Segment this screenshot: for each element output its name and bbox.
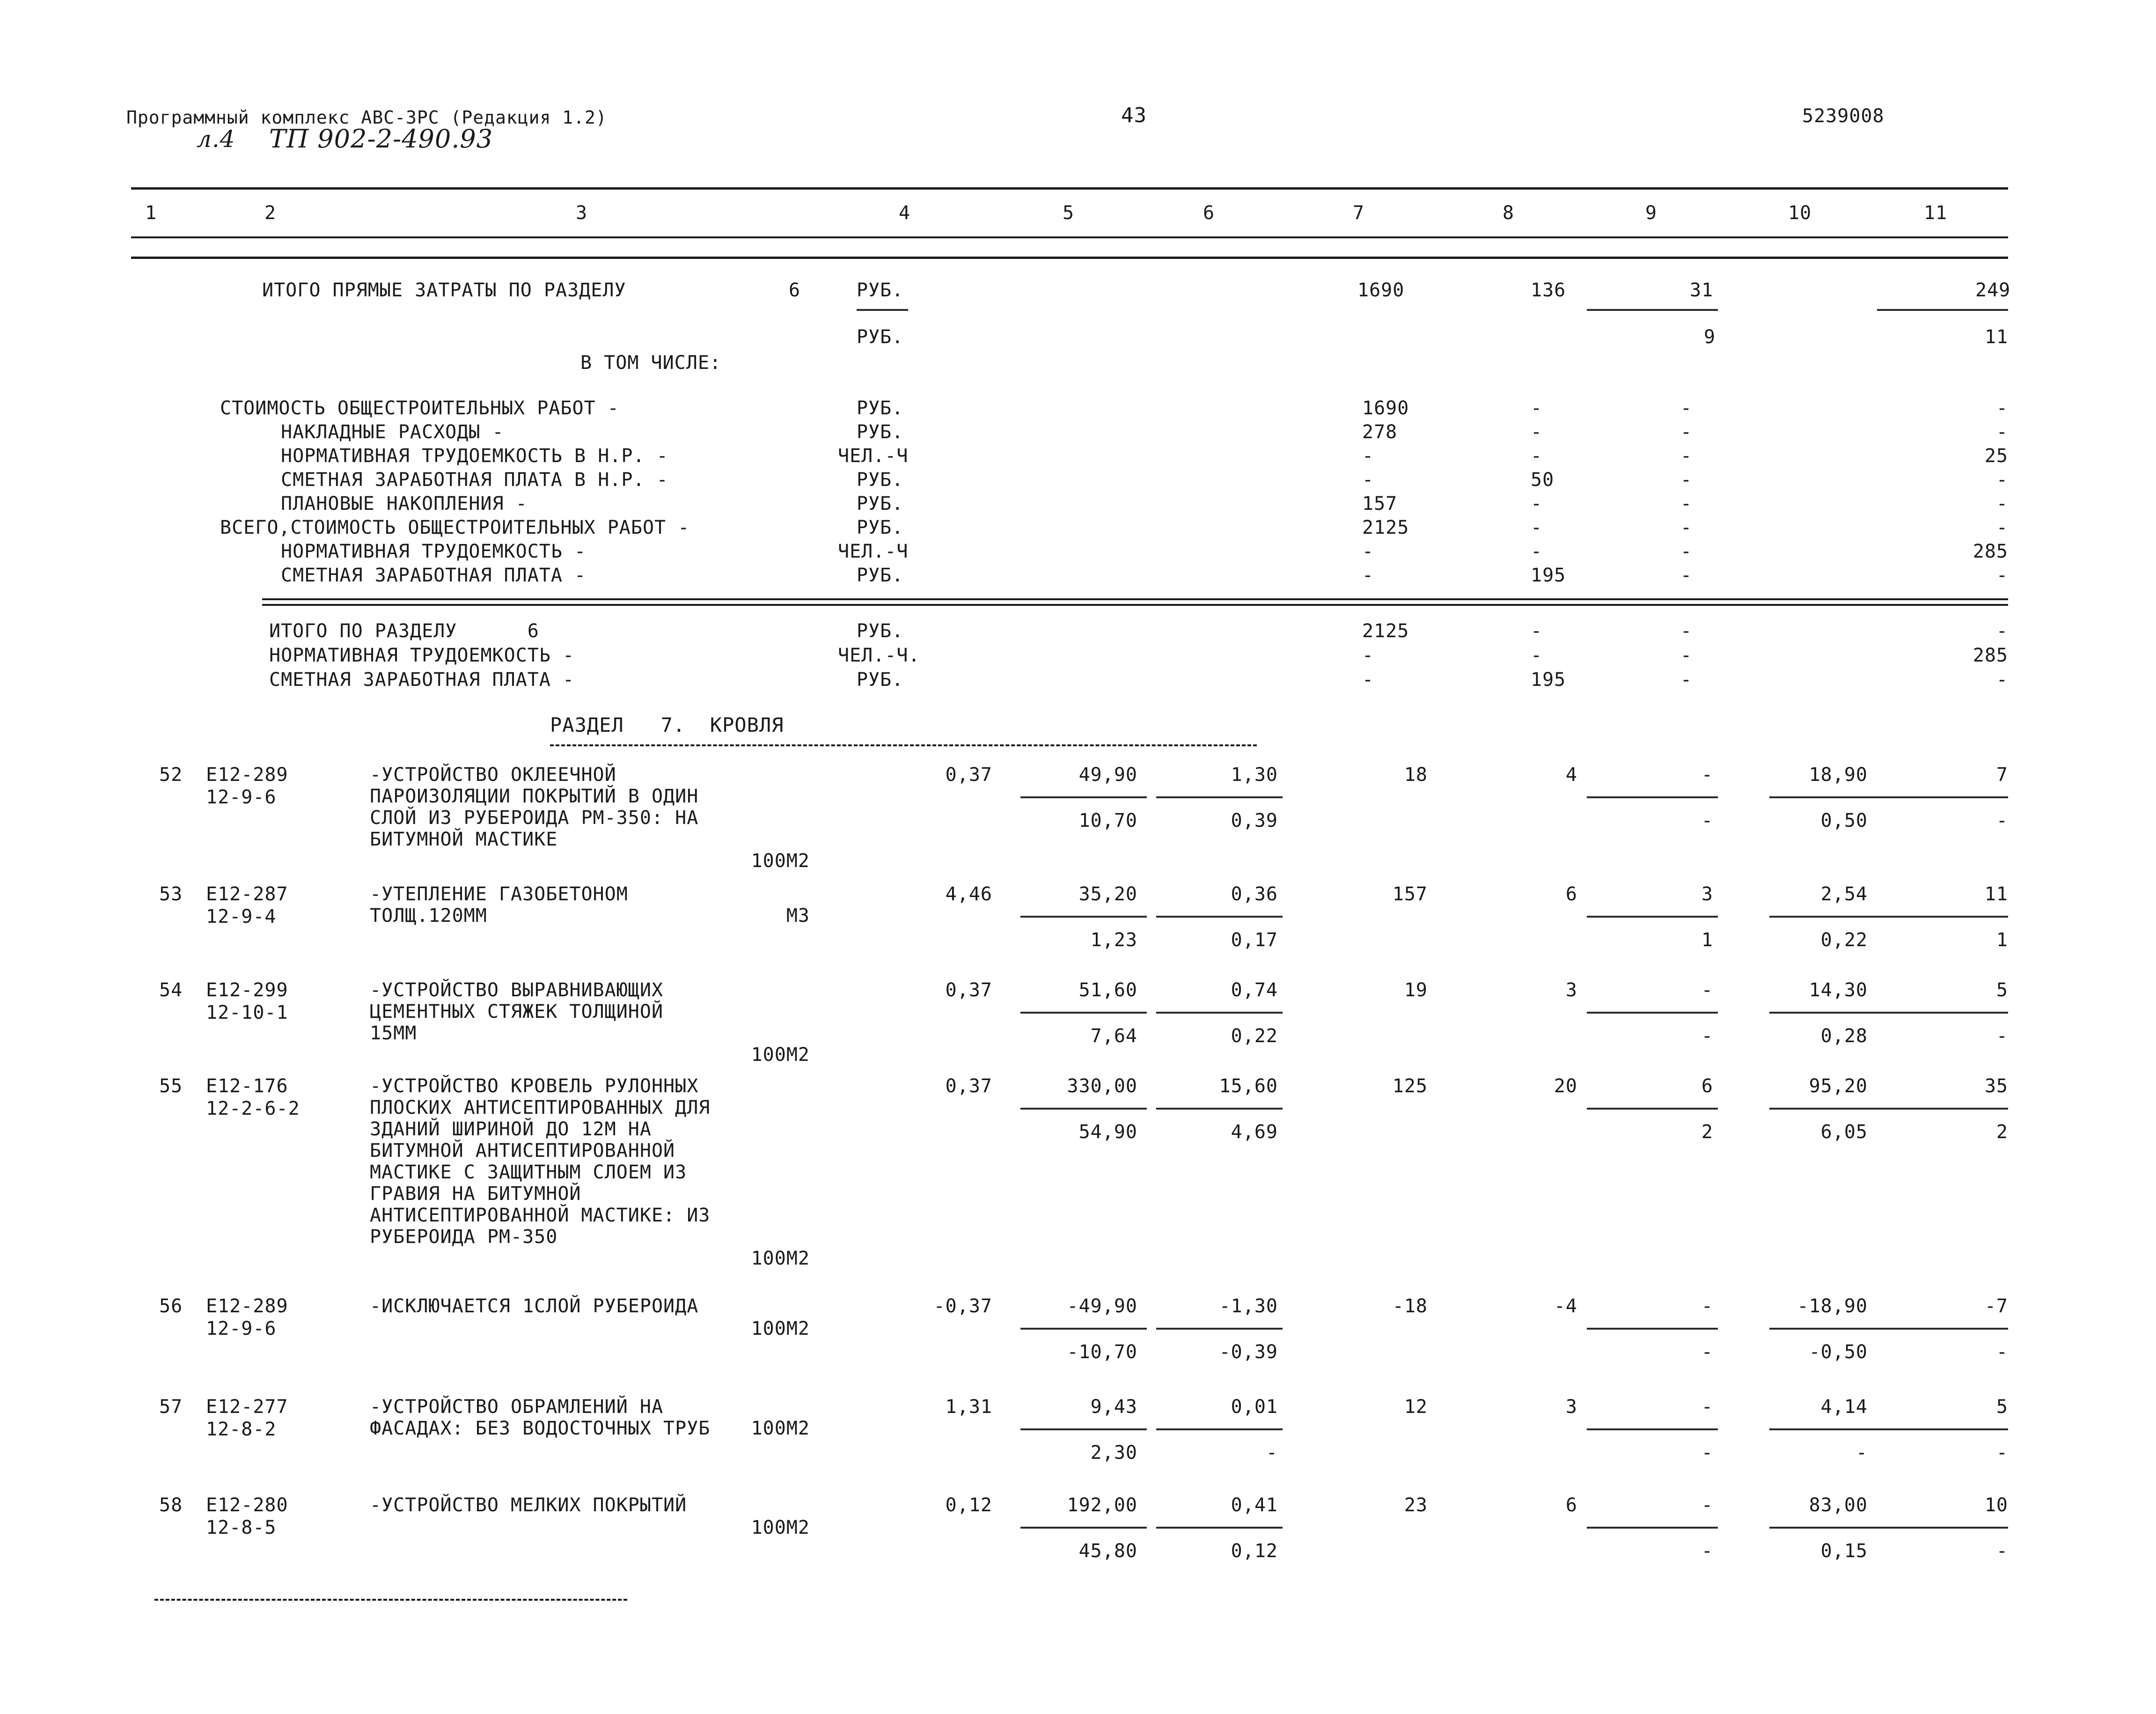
value-underline — [1886, 1012, 2008, 1014]
item-desc-line: -УСТРОЙСТВО МЕЛКИХ ПОКРЫТИЙ — [370, 1494, 687, 1516]
totals-row-c9: - — [1680, 493, 1693, 515]
totals-row-c11: - — [1996, 565, 2008, 586]
value-underline — [1156, 1012, 1283, 1014]
item-c6a: 0,41 — [1231, 1494, 1278, 1516]
item-c6b: 0,22 — [1231, 1025, 1278, 1047]
item-c5b: 10,70 — [1078, 810, 1137, 831]
value-underline — [1886, 1328, 2008, 1330]
item-c7: 19 — [1404, 979, 1428, 1001]
item-desc-line: -УСТРОЙСТВО ВЫРАВНИВАЮЩИХ — [370, 979, 664, 1001]
value-underline — [1769, 796, 1886, 798]
item-c10a: 4,14 — [1820, 1396, 1868, 1418]
final-row-label: ИТОГО ПО РАЗДЕЛУ 6 — [269, 620, 539, 642]
column-header-5: 5 — [1063, 202, 1075, 224]
itogo2-unit: РУБ. — [857, 326, 904, 348]
value-underline — [1156, 916, 1283, 918]
item-desc-line: ПАРОИЗОЛЯЦИИ ПОКРЫТИЙ В ОДИН — [370, 786, 699, 807]
c11-underline — [1877, 309, 2008, 311]
item-c10a: -18,90 — [1797, 1295, 1868, 1317]
item-c7: 12 — [1404, 1396, 1428, 1418]
item-c8: 6 — [1565, 1494, 1577, 1516]
item-unit: 100М2 — [751, 1248, 810, 1269]
v-tom-chisle: В ТОМ ЧИСЛЕ: — [580, 352, 721, 374]
final-row-unit: ЧЕЛ.-Ч. — [838, 645, 920, 666]
item-desc-line: -УСТРОЙСТВО КРОВЕЛЬ РУЛОННЫХ — [370, 1075, 699, 1097]
totals-row-c7: - — [1362, 565, 1374, 586]
item-c6b: 0,12 — [1231, 1540, 1278, 1562]
item-c10b: 6,05 — [1820, 1121, 1868, 1143]
totals-row-c7: - — [1362, 469, 1374, 491]
value-underline — [1587, 1328, 1718, 1330]
totals-row-label: СТОИМОСТЬ ОБЩЕСТРОИТЕЛЬНЫХ РАБОТ - — [220, 397, 619, 419]
item-c9b: - — [1701, 1025, 1713, 1047]
item-c6b: - — [1266, 1442, 1278, 1464]
item-c8: 6 — [1565, 883, 1577, 905]
item-code: Е12-289 — [206, 764, 288, 786]
item-c7: 125 — [1392, 1075, 1428, 1097]
value-underline — [1886, 1108, 2008, 1110]
totals-row-c11: - — [1996, 493, 2008, 515]
page-number: 43 — [1121, 103, 1147, 127]
final-row-c7: - — [1362, 669, 1374, 691]
section-title-underline — [550, 744, 1257, 746]
item-desc-line: -УСТРОЙСТВО ОКЛЕЕЧНОЙ — [370, 764, 616, 786]
totals-row-c7: - — [1362, 445, 1374, 467]
item-unit: 100М2 — [751, 1517, 810, 1538]
final-row-c11: - — [1996, 620, 2008, 642]
totals-row-label: СМЕТНАЯ ЗАРАБОТНАЯ ПЛАТА В Н.Р. - — [281, 469, 668, 491]
item-desc-line: ПЛОСКИХ АНТИСЕПТИРОВАННЫХ ДЛЯ — [370, 1097, 711, 1118]
totals-row-label: НОРМАТИВНАЯ ТРУДОЕМКОСТЬ - — [281, 541, 587, 562]
item-c6a: 0,01 — [1231, 1396, 1278, 1418]
item-c7: -18 — [1392, 1295, 1428, 1317]
value-underline — [1020, 1328, 1147, 1330]
item-unit: 100М2 — [751, 850, 810, 872]
totals-row-c8: 50 — [1531, 469, 1555, 491]
item-unit: 100М2 — [751, 1318, 810, 1339]
value-underline — [1886, 796, 2008, 798]
final-row-unit: РУБ. — [857, 620, 904, 642]
item-c10a: 2,54 — [1820, 883, 1868, 905]
totals-row-c7: 1690 — [1362, 397, 1409, 419]
item-c6a: -1,30 — [1219, 1295, 1278, 1317]
item-number: 56 — [159, 1295, 183, 1317]
item-norm: 12-9-4 — [206, 906, 277, 927]
totals-row-unit: ЧЕЛ.-Ч — [838, 541, 909, 562]
totals-row-c8: - — [1531, 541, 1543, 562]
item-c10b: - — [1855, 1442, 1868, 1464]
item-unit: М3 — [786, 905, 810, 927]
item-c10b: 0,15 — [1820, 1540, 1868, 1562]
itogo-c7: 1690 — [1357, 280, 1405, 301]
value-underline — [1886, 1527, 2008, 1529]
totals-row-label: ВСЕГО,СТОИМОСТЬ ОБЩЕСТРОИТЕЛЬНЫХ РАБОТ - — [220, 517, 690, 538]
totals-rule — [262, 598, 2008, 600]
item-desc-line: 15ММ — [370, 1023, 417, 1044]
column-header-9: 9 — [1645, 202, 1657, 224]
item-c6a: 0,36 — [1231, 883, 1278, 905]
totals-row-c7: - — [1362, 541, 1374, 562]
totals-row-label: ПЛАНОВЫЕ НАКОПЛЕНИЯ - — [281, 493, 528, 515]
itogo-num: 6 — [789, 280, 801, 301]
item-c5b: 2,30 — [1090, 1442, 1137, 1464]
value-underline — [1156, 1108, 1283, 1110]
item-qty: 0,37 — [945, 1075, 992, 1097]
totals-row-unit: РУБ. — [857, 397, 904, 419]
item-c5a: 49,90 — [1078, 764, 1137, 786]
value-underline — [1587, 1428, 1718, 1430]
item-c9a: - — [1701, 1494, 1713, 1516]
totals-row-c9: - — [1680, 445, 1693, 467]
item-norm: 12-2-6-2 — [206, 1098, 300, 1119]
totals-row-c8: - — [1531, 517, 1543, 538]
item-c6a: 1,30 — [1231, 764, 1278, 786]
value-underline — [1769, 1428, 1886, 1430]
doc-code: ТП 902-2-490.93 — [269, 124, 493, 154]
column-header-3: 3 — [576, 202, 588, 224]
item-c8: 20 — [1554, 1075, 1577, 1097]
item-c11a: 11 — [1984, 883, 2008, 905]
totals-row-c8: - — [1531, 397, 1543, 419]
item-c6b: 0,39 — [1231, 810, 1278, 831]
item-norm: 12-9-6 — [206, 787, 277, 808]
totals-row-label: НАКЛАДНЫЕ РАСХОДЫ - — [281, 421, 504, 443]
totals-row-label: НОРМАТИВНАЯ ТРУДОЕМКОСТЬ В Н.Р. - — [281, 445, 668, 467]
footer-rule — [154, 1599, 627, 1601]
itogo-label: ИТОГО ПРЯМЫЕ ЗАТРАТЫ ПО РАЗДЕЛУ — [262, 280, 626, 301]
totals-row-c9: - — [1680, 565, 1693, 586]
item-desc-line: -ИСКЛЮЧАЕТСЯ 1СЛОЙ РУБЕРОИДА — [370, 1295, 699, 1317]
item-desc-line: БИТУМНОЙ МАСТИКЕ — [370, 829, 558, 850]
item-c10a: 18,90 — [1809, 764, 1868, 786]
item-code: Е12-277 — [206, 1396, 288, 1418]
item-c6b: -0,39 — [1219, 1341, 1278, 1363]
item-c9a: - — [1701, 1295, 1713, 1317]
item-c8: 3 — [1565, 1396, 1577, 1418]
totals-row-c9: - — [1680, 517, 1693, 538]
item-c8: -4 — [1554, 1295, 1577, 1317]
value-underline — [1156, 1428, 1283, 1430]
value-underline — [1886, 916, 2008, 918]
item-c9a: - — [1701, 1396, 1713, 1418]
totals-row-unit: РУБ. — [857, 421, 904, 443]
item-norm: 12-10-1 — [206, 1002, 288, 1023]
value-underline — [1587, 1108, 1718, 1110]
item-c9b: 1 — [1701, 929, 1713, 951]
value-underline — [1587, 1527, 1718, 1529]
final-row-c11: - — [1996, 669, 2008, 691]
item-c10b: 0,50 — [1820, 810, 1868, 831]
value-underline — [1587, 916, 1718, 918]
totals-row-c7: 278 — [1362, 421, 1398, 443]
item-c10a: 14,30 — [1809, 979, 1868, 1001]
c9-underline — [1587, 309, 1718, 311]
item-c10b: -0,50 — [1809, 1341, 1868, 1363]
item-number: 57 — [159, 1396, 183, 1418]
value-underline — [1156, 1328, 1283, 1330]
item-number: 52 — [159, 764, 183, 786]
totals-row-unit: РУБ. — [857, 517, 904, 538]
item-c10b: 0,28 — [1820, 1025, 1868, 1047]
header-rule-top — [131, 187, 2008, 190]
item-c5b: 1,23 — [1090, 929, 1137, 951]
item-c11b: 1 — [1996, 929, 2008, 951]
totals-row-c11: - — [1996, 397, 2008, 419]
item-desc-line: РУБЕРОИДА РМ-350 — [370, 1226, 558, 1248]
item-code: Е12-176 — [206, 1075, 288, 1097]
itogo2-c11: 11 — [1985, 326, 2009, 348]
item-c6b: 4,69 — [1231, 1121, 1278, 1143]
totals-row-c11: - — [1996, 517, 2008, 538]
item-unit: 100М2 — [751, 1418, 810, 1439]
item-c11b: - — [1996, 1025, 2008, 1047]
item-c6a: 0,74 — [1231, 979, 1278, 1001]
item-desc-line: ЗДАНИЙ ШИРИНОЙ ДО 12М НА — [370, 1118, 652, 1140]
sheet-label: л.4 — [197, 125, 235, 153]
value-underline — [1587, 796, 1718, 798]
item-c9b: - — [1701, 1540, 1713, 1562]
item-c7: 23 — [1404, 1494, 1428, 1516]
program-title: Программный комплекс АВС-ЗРС (Редакция 1.2) — [126, 107, 607, 128]
totals-row-c11: 25 — [1984, 445, 2008, 467]
final-row-c8: - — [1531, 645, 1543, 666]
value-underline — [1769, 1527, 1886, 1529]
item-c11a: 5 — [1996, 1396, 2008, 1418]
value-underline — [1020, 1108, 1147, 1110]
item-c10a: 83,00 — [1809, 1494, 1868, 1516]
column-header-10: 10 — [1788, 202, 1812, 224]
item-qty: 0,12 — [945, 1494, 992, 1516]
item-desc-line: ТОЛЩ.120ММ — [370, 905, 487, 927]
item-c10b: 0,22 — [1820, 929, 1868, 951]
item-code: Е12-299 — [206, 979, 288, 1001]
item-c11a: 5 — [1996, 979, 2008, 1001]
column-header-2: 2 — [264, 202, 277, 224]
item-c9a: - — [1701, 979, 1713, 1001]
column-header-7: 7 — [1353, 202, 1365, 224]
item-norm: 12-8-5 — [206, 1517, 277, 1538]
itogo-c9: 31 — [1690, 280, 1714, 301]
item-desc-line: ГРАВИЯ НА БИТУМНОЙ — [370, 1183, 581, 1205]
item-qty: -0,37 — [933, 1295, 992, 1317]
totals-row-c9: - — [1680, 541, 1693, 562]
totals-row-c11: - — [1996, 469, 2008, 491]
doc-number: 5239008 — [1802, 105, 1885, 127]
itogo-c11: 249 — [1975, 280, 2011, 301]
item-c5b: -10,70 — [1067, 1341, 1137, 1363]
value-underline — [1020, 916, 1147, 918]
itogo-unit: РУБ. — [857, 280, 904, 301]
column-header-4: 4 — [899, 202, 911, 224]
value-underline — [1587, 1012, 1718, 1014]
final-row-label: НОРМАТИВНАЯ ТРУДОЕМКОСТЬ - — [269, 645, 575, 666]
column-header-6: 6 — [1203, 202, 1215, 224]
value-underline — [1769, 916, 1886, 918]
item-c11a: 10 — [1984, 1494, 2008, 1516]
item-c5b: 7,64 — [1090, 1025, 1137, 1047]
item-c5b: 45,80 — [1078, 1540, 1137, 1562]
item-number: 54 — [159, 979, 183, 1001]
item-c11b: - — [1996, 1442, 2008, 1464]
item-c9a: 3 — [1701, 883, 1713, 905]
item-c5a: 9,43 — [1090, 1396, 1137, 1418]
item-number: 55 — [159, 1075, 183, 1097]
value-underline — [1020, 796, 1147, 798]
value-underline — [1769, 1012, 1886, 1014]
item-c9b: - — [1701, 1442, 1713, 1464]
value-underline — [1886, 1428, 2008, 1430]
item-desc-line: -УТЕПЛЕНИЕ ГАЗОБЕТОНОМ — [370, 883, 628, 905]
totals-row-c11: 285 — [1973, 541, 2008, 562]
totals-row-unit: РУБ. — [857, 469, 904, 491]
item-norm: 12-8-2 — [206, 1419, 277, 1440]
column-header-8: 8 — [1503, 202, 1515, 224]
item-c11b: 2 — [1996, 1121, 2008, 1143]
item-c6a: 15,60 — [1219, 1075, 1278, 1097]
item-c5a: 192,00 — [1067, 1494, 1137, 1516]
final-row-c9: - — [1680, 669, 1693, 691]
item-c11b: - — [1996, 1341, 2008, 1363]
item-desc-line: МАСТИКЕ С ЗАЩИТНЫМ СЛОЕМ ИЗ — [370, 1162, 687, 1183]
item-c11a: 35 — [1984, 1075, 2008, 1097]
item-norm: 12-9-6 — [206, 1318, 277, 1339]
item-c11a: 7 — [1996, 764, 2008, 786]
item-c5a: 51,60 — [1078, 979, 1137, 1001]
final-row-c8: 195 — [1531, 669, 1566, 691]
totals-row-c7: 2125 — [1362, 517, 1409, 538]
item-c8: 4 — [1565, 764, 1577, 786]
final-row-c9: - — [1680, 645, 1693, 666]
totals-row-unit: РУБ. — [857, 565, 904, 586]
item-code: Е12-289 — [206, 1295, 288, 1317]
item-qty: 0,37 — [945, 979, 992, 1001]
item-desc-line: СЛОЙ ИЗ РУБЕРОИДА РМ-350: НА — [370, 807, 699, 829]
totals-row-c7: 157 — [1362, 493, 1398, 515]
totals-row-c8: - — [1531, 493, 1543, 515]
item-number: 58 — [159, 1494, 183, 1516]
final-row-unit: РУБ. — [857, 669, 904, 691]
final-row-c11: 285 — [1973, 645, 2008, 666]
item-c10a: 95,20 — [1809, 1075, 1868, 1097]
item-desc-line: ЦЕМЕНТНЫХ СТЯЖЕК ТОЛЩИНОЙ — [370, 1001, 664, 1023]
value-underline — [1156, 796, 1283, 798]
totals-row-c9: - — [1680, 469, 1693, 491]
item-qty: 1,31 — [945, 1396, 992, 1418]
totals-row-c8: - — [1531, 421, 1543, 443]
value-underline — [1769, 1108, 1886, 1110]
final-row-c9: - — [1680, 620, 1693, 642]
itogo-c8: 136 — [1531, 280, 1566, 301]
item-c9a: - — [1701, 764, 1713, 786]
item-c9b: - — [1701, 810, 1713, 831]
item-c6b: 0,17 — [1231, 929, 1278, 951]
header-rule-mid — [131, 236, 2008, 238]
item-code: Е12-287 — [206, 883, 288, 905]
totals-row-c11: - — [1996, 421, 2008, 443]
item-desc-line: АНТИСЕПТИРОВАННОЙ МАСТИКЕ: ИЗ — [370, 1205, 711, 1226]
totals-row-unit: РУБ. — [857, 493, 904, 515]
unit-underline — [857, 309, 908, 311]
section-title: РАЗДЕЛ 7. КРОВЛЯ — [550, 714, 784, 736]
totals-row-label: СМЕТНАЯ ЗАРАБОТНАЯ ПЛАТА - — [281, 565, 587, 586]
totals-row-c8: - — [1531, 445, 1543, 467]
totals-row-unit: ЧЕЛ.-Ч — [838, 445, 909, 467]
totals-rule-2 — [262, 604, 2008, 606]
item-c11a: -7 — [1984, 1295, 2008, 1317]
final-row-c7: 2125 — [1362, 620, 1409, 642]
item-unit: 100М2 — [751, 1044, 810, 1066]
final-row-c8: - — [1531, 620, 1543, 642]
item-desc-line: ФАСАДАХ: БЕЗ ВОДОСТОЧНЫХ ТРУБ — [370, 1418, 711, 1439]
item-c7: 18 — [1404, 764, 1428, 786]
item-qty: 4,46 — [945, 883, 992, 905]
final-row-label: СМЕТНАЯ ЗАРАБОТНАЯ ПЛАТА - — [269, 669, 575, 691]
value-underline — [1020, 1012, 1147, 1014]
item-c11b: - — [1996, 810, 2008, 831]
item-number: 53 — [159, 883, 183, 905]
value-underline — [1156, 1527, 1283, 1529]
value-underline — [1020, 1527, 1147, 1529]
final-row-c7: - — [1362, 645, 1374, 666]
item-c9b: - — [1701, 1341, 1713, 1363]
value-underline — [1769, 1328, 1886, 1330]
item-desc-line: -УСТРОЙСТВО ОБРАМЛЕНИЙ НА — [370, 1396, 664, 1418]
item-desc-line: БИТУМНОЙ АНТИСЕПТИРОВАННОЙ — [370, 1140, 675, 1162]
item-c5a: 35,20 — [1078, 883, 1137, 905]
item-c5a: 330,00 — [1067, 1075, 1137, 1097]
column-header-1: 1 — [145, 202, 157, 224]
item-c9a: 6 — [1701, 1075, 1713, 1097]
header-rule-bottom — [131, 257, 2008, 259]
item-c5b: 54,90 — [1078, 1121, 1137, 1143]
item-c9b: 2 — [1701, 1121, 1713, 1143]
item-c8: 3 — [1565, 979, 1577, 1001]
item-c5a: -49,90 — [1067, 1295, 1137, 1317]
totals-row-c8: 195 — [1531, 565, 1566, 586]
item-c7: 157 — [1392, 883, 1428, 905]
totals-row-c9: - — [1680, 397, 1693, 419]
column-header-11: 11 — [1924, 202, 1948, 224]
item-code: Е12-280 — [206, 1494, 288, 1516]
item-qty: 0,37 — [945, 764, 992, 786]
item-c11b: - — [1996, 1540, 2008, 1562]
value-underline — [1020, 1428, 1147, 1430]
totals-row-c9: - — [1680, 421, 1693, 443]
itogo2-c9: 9 — [1704, 326, 1716, 348]
